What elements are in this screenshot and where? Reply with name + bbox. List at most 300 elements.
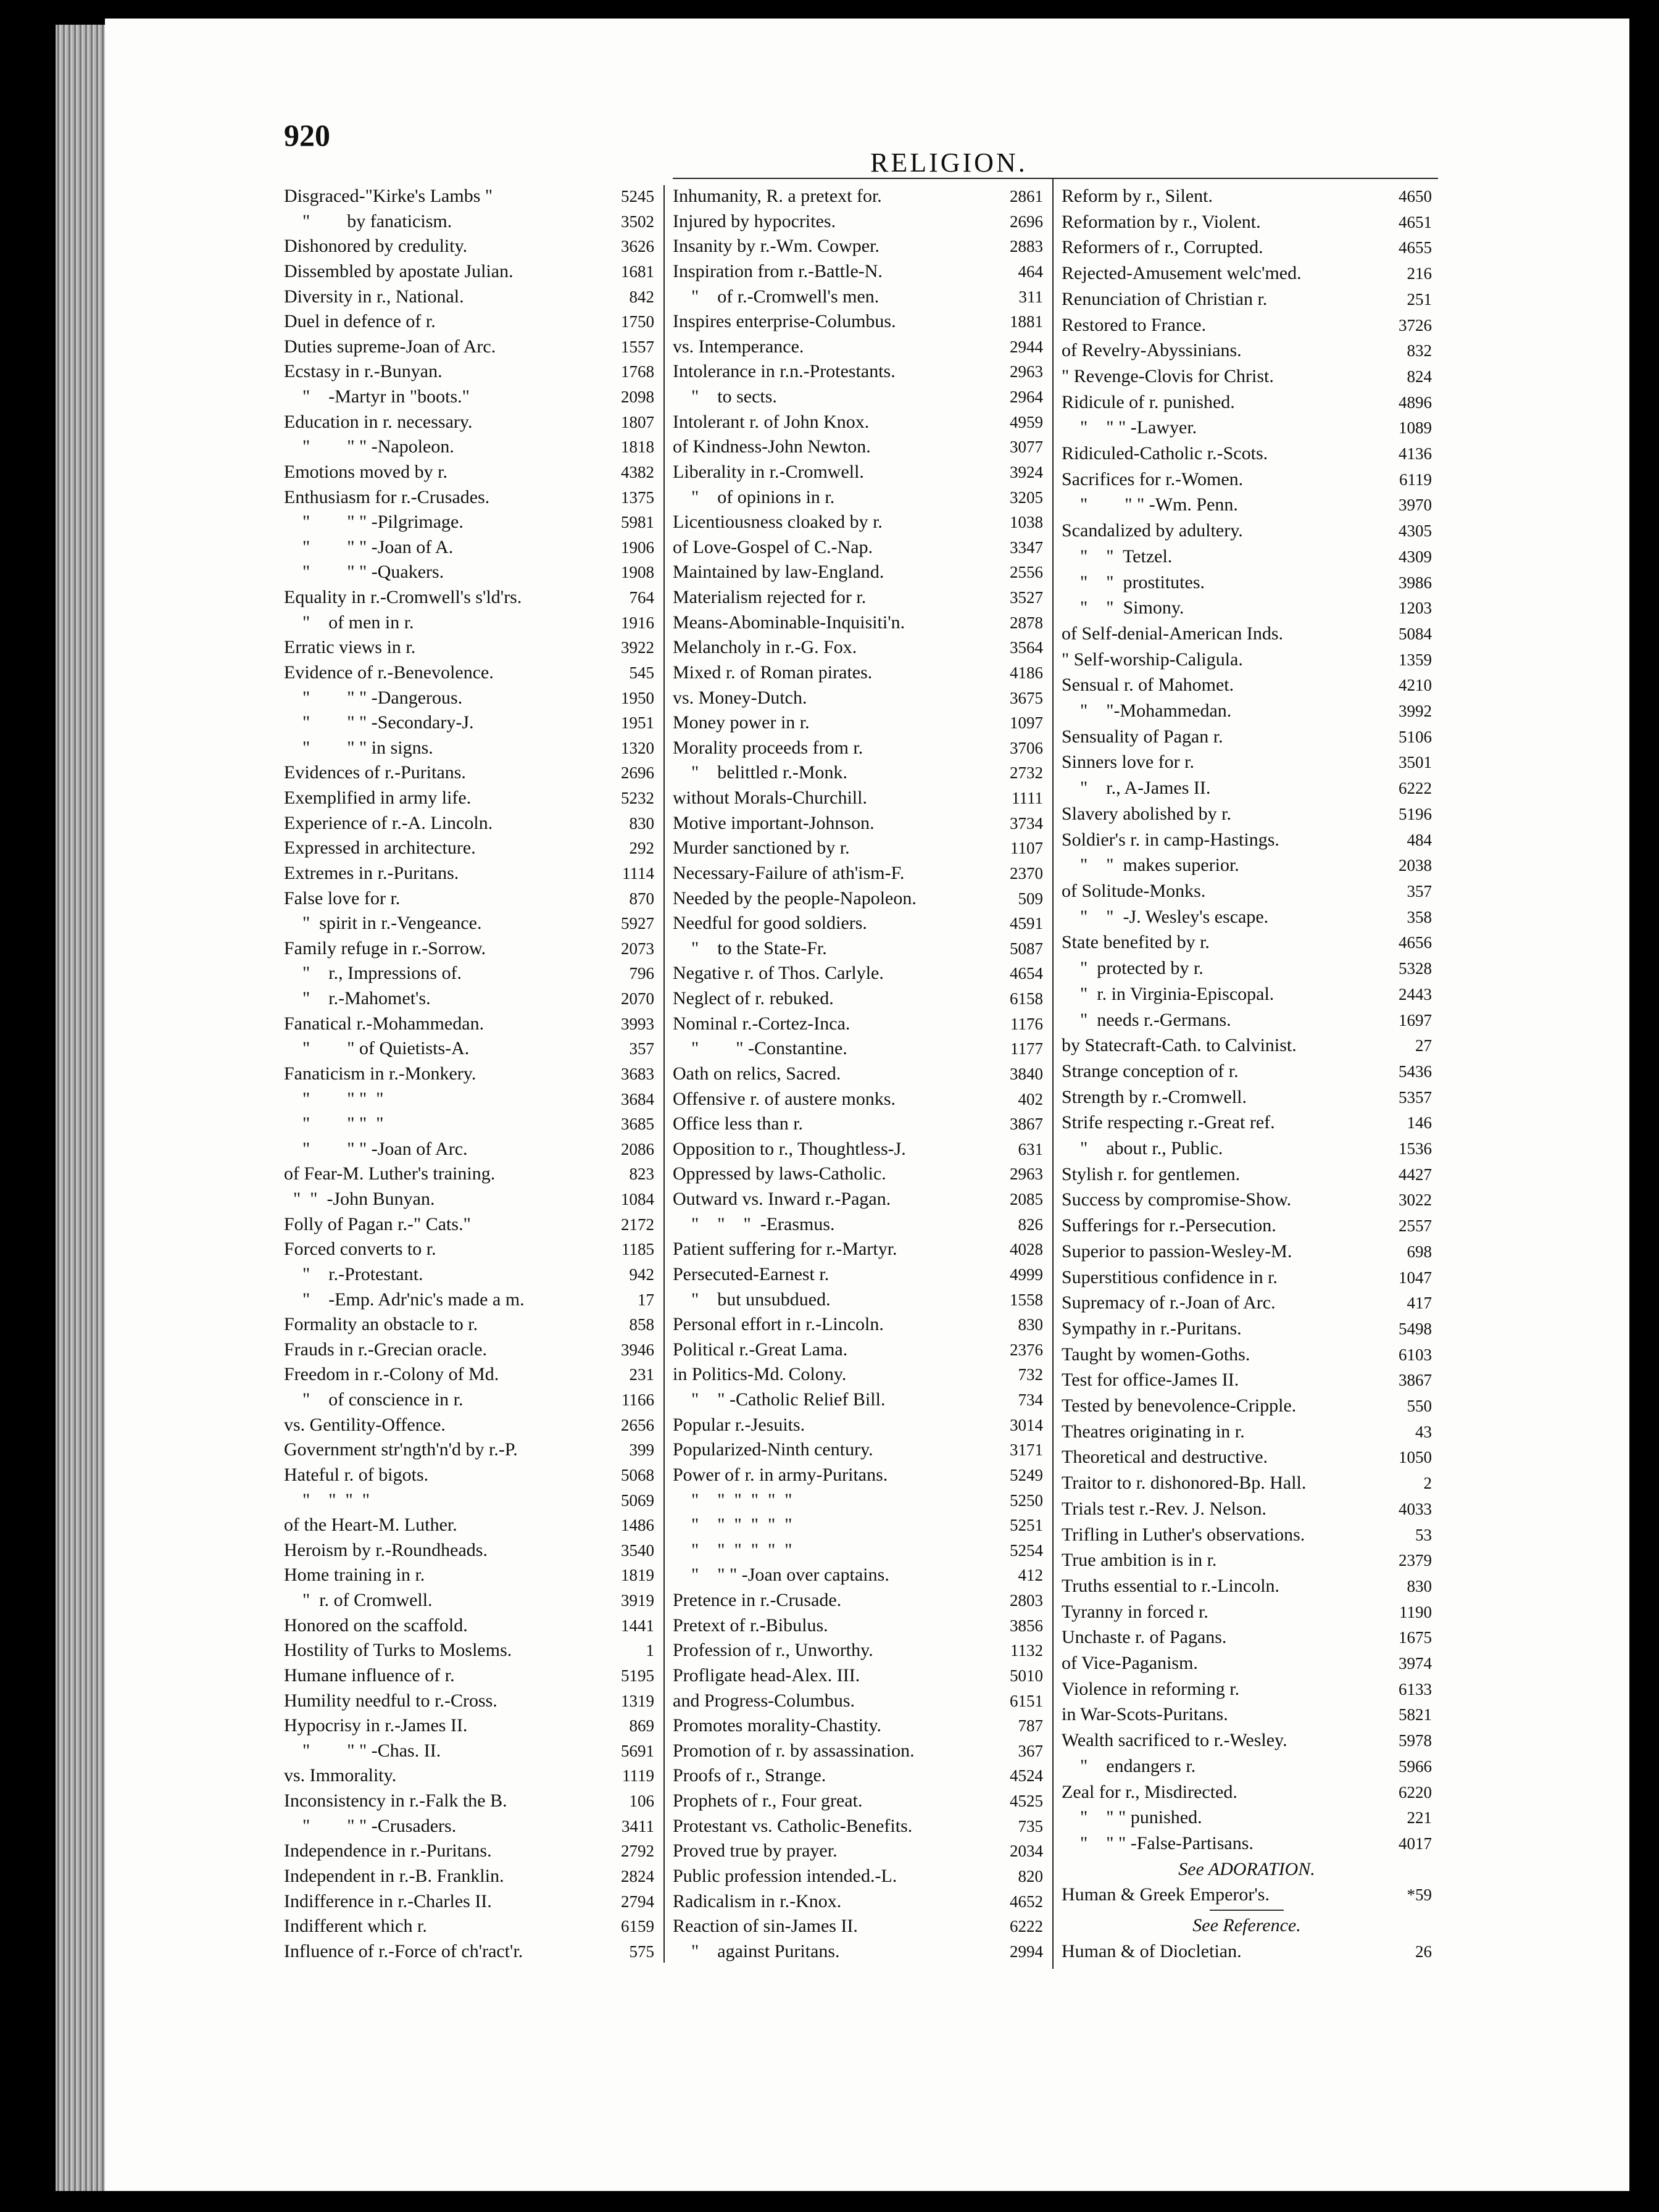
entry-reference-number: 5821: [1399, 1705, 1432, 1724]
entry-reference-number: 1114: [622, 863, 654, 883]
index-entry: [284, 1665, 654, 1687]
entry-reference-number: 6119: [1399, 470, 1432, 489]
entry-reference-number: 27: [1415, 1036, 1432, 1055]
entry-topic: False love for r.: [284, 888, 401, 908]
entry-reference-number: 6222: [1399, 779, 1432, 798]
index-entry: [673, 712, 1043, 734]
index-entry: [284, 787, 654, 809]
index-entry: [1062, 391, 1432, 414]
entry-reference-number: 4033: [1399, 1499, 1432, 1518]
entry-topic: Proofs of r., Strange.: [673, 1765, 826, 1786]
entry-reference-number: 3683: [621, 1064, 654, 1083]
entry-reference-number: 1908: [621, 563, 654, 582]
entry-reference-number: 1359: [1399, 650, 1432, 669]
entry-reference-number: 3684: [621, 1089, 654, 1108]
index-entry: [284, 436, 654, 458]
index-entry: [673, 1013, 1043, 1035]
entry-reference-number: 2803: [1010, 1591, 1043, 1610]
index-entry: [673, 1865, 1043, 1887]
index-entry: [673, 1037, 1043, 1060]
index-entry: [1062, 1112, 1432, 1134]
entry-reference-number: 3924: [1010, 462, 1043, 481]
index-entry: [1062, 1369, 1432, 1391]
index-entry: [1062, 546, 1432, 568]
index-column-3: [1062, 185, 1432, 1963]
entry-topic: Hypocrisy in r.-James II.: [284, 1715, 468, 1736]
entry-reference-number: 311: [1018, 287, 1043, 306]
entry-topic: " endangers r.: [1062, 1755, 1196, 1776]
entry-reference-number: 2883: [1010, 237, 1043, 256]
entry-topic: Inspires enterprise-Columbus.: [673, 311, 896, 332]
index-entry: [284, 536, 654, 559]
entry-topic: See ADORATION.: [1178, 1858, 1315, 1879]
entry-topic: Human & Greek Emperor's.: [1062, 1884, 1270, 1905]
index-entry: [1062, 1472, 1432, 1494]
entry-reference-number: 17: [638, 1290, 654, 1309]
entry-topic: " needs r.-Germans.: [1062, 1009, 1231, 1030]
entry-topic: Strange conception of r.: [1062, 1060, 1239, 1081]
index-entry: [284, 286, 654, 308]
index-entry: [673, 612, 1043, 634]
entry-topic: " to sects.: [673, 386, 777, 407]
entry-topic: Theoretical and destructive.: [1062, 1447, 1268, 1468]
entry-reference-number: 4525: [1010, 1792, 1043, 1810]
entry-reference-number: 3685: [621, 1115, 654, 1134]
entry-reference-number: 735: [1018, 1816, 1043, 1836]
entry-reference-number: 5927: [621, 914, 654, 933]
entry-reference-number: 1038: [1010, 513, 1043, 532]
entry-topic: Intolerance in r.n.-Protestants.: [673, 361, 896, 382]
entry-reference-number: 823: [629, 1165, 654, 1184]
entry-reference-number: 2944: [1010, 337, 1043, 356]
entry-reference-number: 3022: [1399, 1191, 1432, 1210]
index-entry: [1062, 674, 1432, 696]
entry-topic: Promotes morality-Chastity.: [673, 1715, 882, 1736]
entry-topic: Necessary-Failure of ath'ism-F.: [673, 862, 905, 883]
index-entry: [284, 636, 654, 659]
entry-topic: Reform by r., Silent.: [1062, 186, 1213, 206]
index-entry: [1062, 1163, 1432, 1186]
entry-topic: " " " -Chas. II.: [284, 1740, 441, 1761]
entry-reference-number: 1558: [1010, 1290, 1043, 1309]
entry-topic: Indifferent which r.: [284, 1916, 427, 1937]
entry-topic: Renunciation of Christian r.: [1062, 288, 1268, 309]
index-entry: [673, 1138, 1043, 1160]
index-entry: [1062, 1832, 1432, 1855]
entry-topic: Profession of r., Unworthy.: [673, 1640, 873, 1661]
entry-topic: Needed by the people-Napoleon.: [673, 888, 917, 908]
index-entry: [1062, 1266, 1432, 1289]
entry-topic: Zeal for r., Misdirected.: [1062, 1781, 1237, 1802]
entry-reference-number: 1319: [621, 1691, 654, 1710]
entry-topic: " to the State-Fr.: [673, 938, 827, 958]
entry-reference-number: 1089: [1399, 418, 1432, 438]
entry-topic: Injured by hypocrites.: [673, 210, 836, 231]
entry-topic: True ambition is in r.: [1062, 1550, 1217, 1571]
index-entry: [284, 1088, 654, 1110]
index-entry: [1062, 854, 1432, 876]
entry-reference-number: 464: [1018, 262, 1043, 281]
entry-reference-number: 6158: [1010, 989, 1043, 1008]
index-entry: [673, 1088, 1043, 1110]
entry-topic: Superior to passion-Wesley-M.: [1062, 1241, 1292, 1262]
index-entry: [1062, 597, 1432, 619]
entry-reference-number: 2696: [1010, 212, 1043, 231]
entry-reference-number: 5068: [621, 1465, 654, 1484]
index-entry: [284, 1940, 654, 1963]
entry-topic: Soldier's r. in camp-Hastings.: [1062, 829, 1279, 850]
entry-reference-number: 2370: [1010, 863, 1043, 883]
entry-reference-number: 2794: [621, 1892, 654, 1911]
index-entry: [673, 486, 1043, 509]
entry-topic: " " " -False-Partisans.: [1062, 1833, 1254, 1853]
entry-reference-number: 2086: [621, 1139, 654, 1158]
index-entry: [673, 1439, 1043, 1461]
index-entry: [673, 737, 1043, 759]
entry-topic: Protestant vs. Catholic-Benefits.: [673, 1815, 913, 1836]
index-entry: [673, 1389, 1043, 1411]
index-entry: [1062, 751, 1432, 773]
index-entry: [1062, 443, 1432, 465]
entry-topic: Theatres originating in r.: [1062, 1421, 1245, 1442]
index-entry: [673, 1615, 1043, 1637]
entry-reference-number: 1119: [622, 1766, 654, 1786]
entry-topic: Government str'ngth'n'd by r.-P.: [284, 1439, 518, 1460]
entry-reference-number: 216: [1407, 264, 1432, 283]
index-entry: [284, 486, 654, 509]
index-entry: [284, 1037, 654, 1060]
entry-topic: Independent in r.-B. Franklin.: [284, 1865, 504, 1886]
entry-reference-number: 1750: [621, 312, 654, 331]
entry-topic: Slavery abolished by r.: [1062, 803, 1231, 824]
entry-reference-number: 858: [629, 1315, 654, 1334]
entry-topic: of Kindness-John Newton.: [673, 436, 871, 457]
entry-reference-number: 1950: [621, 688, 654, 707]
index-entry: [673, 837, 1043, 859]
entry-reference-number: 869: [629, 1716, 654, 1736]
entry-topic: by Statecraft-Cath. to Calvinist.: [1062, 1035, 1297, 1056]
index-entry: [284, 1489, 654, 1511]
index-entry: [673, 1740, 1043, 1762]
entry-reference-number: 830: [629, 813, 654, 833]
index-entry: [284, 411, 654, 433]
entry-reference-number: 5357: [1399, 1087, 1432, 1107]
entry-topic: Persecuted-Earnest r.: [673, 1263, 830, 1284]
entry-reference-number: 1166: [622, 1391, 654, 1409]
entry-topic: Radicalism in r.-Knox.: [673, 1890, 842, 1911]
entry-reference-number: 6151: [1010, 1691, 1043, 1710]
entry-topic: " " " -Joan over captains.: [673, 1565, 889, 1586]
index-entry: [1062, 1807, 1432, 1829]
entry-reference-number: 2824: [621, 1866, 654, 1886]
entry-reference-number: 5245: [621, 187, 654, 206]
entry-topic: Strife respecting r.-Great ref.: [1062, 1112, 1275, 1133]
index-entry: [1062, 339, 1432, 362]
index-entry: [1062, 1498, 1432, 1520]
entry-reference-number: 3986: [1399, 573, 1432, 592]
entry-reference-number: 1486: [621, 1516, 654, 1535]
entry-reference-number: 4959: [1010, 412, 1043, 431]
entry-reference-number: 734: [1018, 1391, 1043, 1409]
entry-topic: " -Emp. Adr'nic's made a m.: [284, 1289, 525, 1310]
index-entry: [284, 712, 654, 734]
index-entry: [284, 687, 654, 709]
entry-reference-number: 2376: [1010, 1340, 1043, 1359]
entry-topic: Education in r. necessary.: [284, 411, 473, 432]
index-entry: [284, 1815, 654, 1837]
entry-reference-number: 796: [629, 964, 654, 983]
index-entry: [1062, 906, 1432, 928]
entry-topic: Melancholy in r.-G. Fox.: [673, 637, 857, 658]
index-entry: [284, 1289, 654, 1311]
index-entry: [673, 1790, 1043, 1812]
entry-topic: Violence in reforming r.: [1062, 1678, 1240, 1699]
index-entry: [673, 185, 1043, 207]
entry-topic: " " Tetzel.: [1062, 546, 1173, 567]
entry-topic: vs. Money-Dutch.: [673, 687, 807, 708]
entry-reference-number: 1050: [1399, 1448, 1432, 1467]
entry-topic: Unchaste r. of Pagans.: [1062, 1627, 1227, 1648]
index-entry: [673, 1188, 1043, 1210]
entry-topic: " protected by r.: [1062, 958, 1204, 979]
entry-topic: Sympathy in r.-Puritans.: [1062, 1318, 1242, 1339]
entry-topic: Fanaticism in r.-Monkery.: [284, 1063, 476, 1084]
entry-reference-number: 3726: [1399, 315, 1432, 335]
entry-topic: Personal effort in r.-Lincoln.: [673, 1314, 884, 1335]
index-entry: [673, 1464, 1043, 1486]
index-entry: [284, 511, 654, 533]
entry-reference-number: 2994: [1010, 1942, 1043, 1961]
entry-reference-number: 2557: [1399, 1216, 1432, 1236]
entry-topic: Family refuge in r.-Sorrow.: [284, 938, 486, 958]
entry-topic: " " -John Bunyan.: [284, 1189, 435, 1209]
entry-topic: Opposition to r., Thoughtless-J.: [673, 1138, 906, 1159]
entry-topic: " " " " " ": [673, 1489, 792, 1510]
entry-reference-number: 4591: [1010, 914, 1043, 933]
entry-topic: Home training in r.: [284, 1565, 425, 1586]
entry-topic: Proved true by prayer.: [673, 1840, 838, 1861]
index-entry: [284, 1188, 654, 1210]
entry-reference-number: 2172: [621, 1215, 654, 1234]
index-entry: [1062, 520, 1432, 542]
entry-reference-number: 826: [1018, 1215, 1043, 1234]
index-entry: [1062, 880, 1432, 902]
index-entry: [1062, 417, 1432, 439]
entry-reference-number: 2556: [1010, 563, 1043, 582]
entry-reference-number: 5981: [621, 513, 654, 532]
entry-topic: Folly of Pagan r.-" Cats.": [284, 1213, 471, 1234]
book-page-edges: [56, 25, 111, 2191]
index-entry: [673, 1639, 1043, 1661]
index-entry: [284, 662, 654, 684]
entry-topic: " " " ": [284, 1088, 384, 1109]
index-entry: [284, 210, 654, 233]
entry-topic: Evidence of r.-Benevolence.: [284, 662, 494, 683]
entry-reference-number: 2443: [1399, 984, 1432, 1004]
index-entry: [284, 1765, 654, 1787]
index-entry: [673, 461, 1043, 483]
entry-topic: Sensual r. of Mahomet.: [1062, 675, 1234, 696]
entry-reference-number: 3706: [1010, 738, 1043, 757]
entry-reference-number: 1132: [1010, 1641, 1043, 1660]
index-entry: [673, 1815, 1043, 1837]
entry-topic: See Reference.: [1192, 1915, 1301, 1936]
entry-reference-number: 2379: [1399, 1551, 1432, 1570]
entry-reference-number: 575: [629, 1942, 654, 1961]
entry-topic: Hateful r. of bigots.: [284, 1464, 429, 1485]
index-entry: [673, 336, 1043, 358]
index-entry: [673, 1539, 1043, 1561]
entry-topic: " of r.-Cromwell's men.: [673, 286, 879, 307]
index-entry: [673, 1915, 1043, 1937]
index-entry: [1062, 262, 1432, 285]
index-entry: [673, 812, 1043, 834]
entry-topic: Sinners love for r.: [1062, 752, 1194, 773]
index-entry: [284, 1063, 654, 1085]
index-entry: [673, 1840, 1043, 1862]
entry-reference-number: 4654: [1010, 964, 1043, 983]
entry-reference-number: 1951: [621, 713, 654, 733]
entry-topic: Money power in r.: [673, 712, 810, 733]
entry-reference-number: 1768: [621, 362, 654, 381]
entry-reference-number: 5196: [1399, 804, 1432, 823]
entry-topic: Expressed in architecture.: [284, 838, 476, 859]
entry-reference-number: 4524: [1010, 1766, 1043, 1786]
entry-topic: Neglect of r. rebuked.: [673, 988, 834, 1008]
index-entry: [673, 1238, 1043, 1260]
entry-topic: Hostility of Turks to Moslems.: [284, 1640, 512, 1661]
entry-topic: Public profession intended.-L.: [673, 1865, 897, 1886]
entry-reference-number: 3970: [1399, 496, 1432, 515]
index-entry: [673, 386, 1043, 408]
entry-topic: Nominal r.-Cortez-Inca.: [673, 1013, 850, 1034]
index-entry: [1062, 1189, 1432, 1211]
entry-topic: Honored on the scaffold.: [284, 1615, 468, 1636]
entry-reference-number: 942: [629, 1265, 654, 1284]
index-entry: [284, 1339, 654, 1361]
index-entry: [673, 586, 1043, 609]
entry-topic: Evidences of r.-Puritans.: [284, 762, 466, 783]
entry-topic: " " " " " ": [673, 1515, 792, 1536]
entry-reference-number: 4028: [1010, 1240, 1043, 1259]
entry-reference-number: 2038: [1399, 856, 1432, 875]
entry-reference-number: 6159: [621, 1917, 654, 1936]
entry-topic: Popularized-Ninth century.: [673, 1439, 873, 1460]
index-entry: [284, 1690, 654, 1712]
entry-topic: " r. in Virginia-Episcopal.: [1062, 983, 1274, 1004]
index-entry: [673, 210, 1043, 233]
entry-topic: Restored to France.: [1062, 314, 1207, 335]
entry-topic: Political r.-Great Lama.: [673, 1339, 848, 1360]
index-entry: [284, 1715, 654, 1737]
page-number: 920: [284, 118, 330, 152]
index-entry: [1062, 1215, 1432, 1237]
index-entry: [1062, 1940, 1432, 1963]
entry-topic: Popular r.-Jesuits.: [673, 1414, 805, 1435]
entry-reference-number: 1881: [1010, 312, 1043, 331]
entry-reference-number: 1203: [1399, 599, 1432, 618]
entry-topic: Oath on relics, Sacred.: [673, 1063, 841, 1084]
entry-reference-number: 5069: [621, 1491, 654, 1510]
index-entry: [673, 862, 1043, 884]
index-entry: [673, 1363, 1043, 1386]
entry-topic: Inhumanity, R. a pretext for.: [673, 186, 882, 206]
entry-reference-number: 2070: [621, 989, 654, 1008]
entry-topic: " " " punished.: [1062, 1807, 1202, 1828]
entry-topic: " r., A-James II.: [1062, 778, 1211, 799]
index-entry: [284, 1790, 654, 1812]
index-entry: [284, 1514, 654, 1536]
entry-reference-number: 2: [1423, 1474, 1432, 1493]
entry-topic: Taught by women-Goths.: [1062, 1344, 1250, 1365]
index-column-1: [284, 185, 654, 1963]
index-entry: [1062, 572, 1432, 594]
index-entry: [284, 1589, 654, 1611]
entry-topic: without Morals-Churchill.: [673, 788, 867, 808]
entry-topic: State benefited by r.: [1062, 932, 1210, 953]
entry-reference-number: 2792: [621, 1842, 654, 1861]
entry-topic: " " " -Napoleon.: [284, 436, 454, 457]
entry-reference-number: 4305: [1399, 522, 1432, 541]
index-entry: [284, 938, 654, 960]
entry-reference-number: 5328: [1399, 959, 1432, 978]
index-entry: [673, 1313, 1043, 1336]
entry-reference-number: 231: [629, 1365, 654, 1384]
index-entry: [673, 1514, 1043, 1536]
entry-topic: " " " " " ": [673, 1539, 792, 1560]
entry-topic: Inconsistency in r.-Falk the B.: [284, 1790, 507, 1811]
index-entry: [1062, 1034, 1432, 1057]
entry-reference-number: 357: [629, 1039, 654, 1058]
entry-topic: Liberality in r.-Cromwell.: [673, 461, 864, 482]
index-entry: [284, 310, 654, 333]
entry-topic: " " " ": [284, 1113, 384, 1134]
index-entry: [284, 1113, 654, 1135]
index-entry: [673, 1940, 1043, 1963]
index-entry: [673, 1589, 1043, 1611]
entry-topic: " -Martyr in "boots.": [284, 386, 470, 407]
entry-topic: of Solitude-Monks.: [1062, 880, 1206, 901]
index-entry: [1062, 211, 1432, 233]
index-entry: [284, 1539, 654, 1561]
entry-topic: Trifling in Luther's observations.: [1062, 1524, 1305, 1545]
entry-reference-number: 4186: [1010, 663, 1043, 682]
index-entry: [284, 912, 654, 934]
entry-reference-number: 3974: [1399, 1654, 1432, 1673]
entry-topic: " " -Catholic Relief Bill.: [673, 1389, 886, 1410]
index-entry: [284, 1389, 654, 1411]
entry-reference-number: 4017: [1399, 1834, 1432, 1853]
entry-reference-number: 1681: [621, 262, 654, 281]
entry-reference-number: 1: [646, 1641, 654, 1660]
entry-topic: Trials test r.-Rev. J. Nelson.: [1062, 1498, 1266, 1519]
index-entry: [284, 1564, 654, 1586]
entry-reference-number: 2878: [1010, 613, 1043, 632]
entry-topic: Heroism by r.-Roundheads.: [284, 1539, 488, 1560]
entry-reference-number: 3502: [621, 212, 654, 231]
index-entry: [673, 1263, 1043, 1286]
entry-reference-number: 550: [1407, 1397, 1432, 1416]
entry-topic: " " prostitutes.: [1062, 572, 1205, 592]
index-entry: [673, 912, 1043, 934]
index-entry: [284, 812, 654, 834]
entry-topic: Patient suffering for r.-Martyr.: [673, 1239, 897, 1260]
entry-reference-number: 824: [1407, 367, 1432, 386]
entry-topic: " " " in signs.: [284, 737, 433, 758]
entry-reference-number: 5966: [1399, 1757, 1432, 1776]
index-entry: [673, 1339, 1043, 1361]
entry-reference-number: 43: [1415, 1422, 1432, 1441]
